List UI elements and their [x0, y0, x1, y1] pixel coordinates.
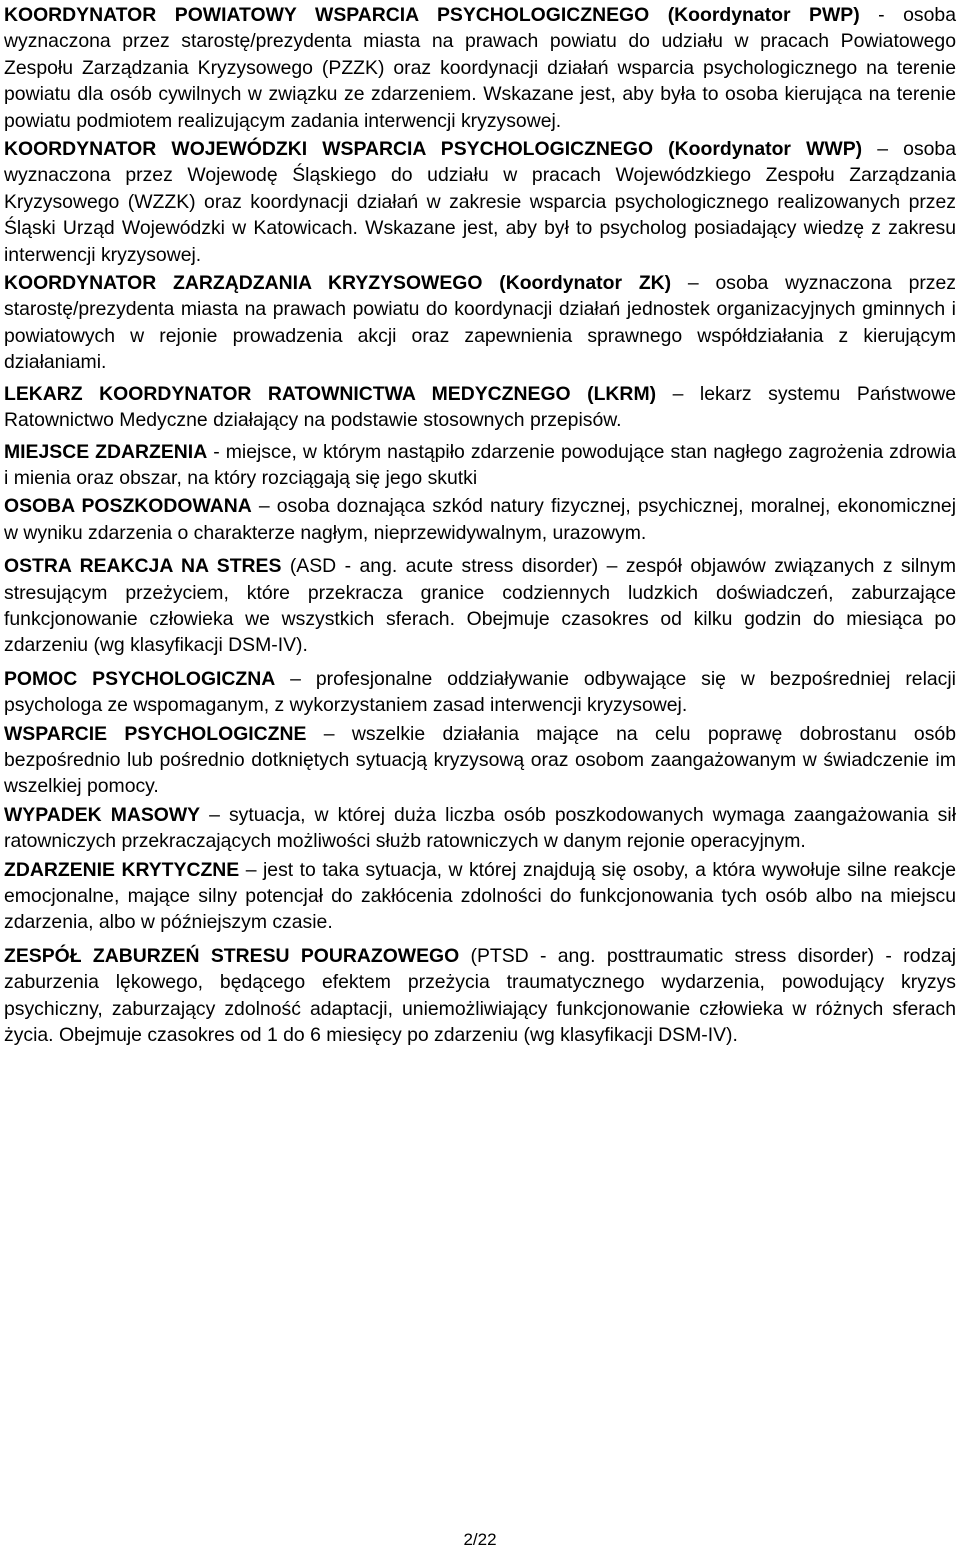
- definition-miejsce-zdarzenia: [4, 439, 956, 492]
- definition-body: (PTSD - ang. posttraumatic stress disorder) - rodzaj zaburzenia lękowego, będącego efektem przeżycia traumatycznego wydarzenia, powodujący kryzys psychiczny, zaburzający zdolność adaptacji, uniemożliwiający funkcjonowanie człowieka w różnych sferach życia. Obejmuje czasokres od 1 do 6 miesięcy po zdarzeniu (wg klasyfikacji DSM-IV).: [4, 944, 956, 1047]
- definition-koordynator-zk: [4, 270, 956, 376]
- definition-body: – osoba wyznaczona przez Wojewodę Śląskiego do udziału w pracach Wojewódzkiego Zespołu Zarządzania Kryzysowego (WZZK) oraz koordynacji działań w zakresie wsparcia psychologicznego realizowanych przez Śląski Urząd Wojewódzki w Katowicach. Wskazane jest, aby był to psycholog posiadający wiedzę z zakresu interwencji kryzysowej.: [4, 138, 956, 266]
- definition-body: – sytuacja, w której duża liczba osób poszkodowanych wymaga zaangażowania sił ratowniczych przekraczających możliwości służb ratowniczych w danym rejonie operacyjnym.: [4, 803, 956, 853]
- definition-term: WYPADEK MASOWY: [4, 803, 201, 826]
- definition-body: – lekarz systemu Państwowe Ratownictwo Medyczne działający na podstawie stosownych przepisów.: [4, 382, 956, 432]
- definition-zdarzenie-krytyczne: [4, 857, 956, 936]
- definition-body: (ASD - ang. acute stress disorder) – zespół objawów związanych z silnym stresującym przeżyciem, które przekracza granice codziennych ludzkich doświadczeń, zaburzające funkcjonowanie człowieka we wszystkich sferach. Obejmuje czasokres od kilku godzin do miesiąca po zdarzeniu (wg klasyfikacji DSM-IV).: [4, 555, 956, 657]
- definition-term: ZESPÓŁ ZABURZEŃ STRESU POURAZOWEGO: [4, 944, 460, 967]
- page-footer: [0, 1530, 960, 1550]
- definition-body: – profesjonalne oddziaływanie odbywające się w bezpośredniej relacji psychologa ze wspomaganym, z wykorzystaniem zasad interwencji kryzysowej.: [4, 667, 956, 717]
- definition-term: KOORDYNATOR POWIATOWY WSPARCIA PSYCHOLOGICZNEGO (Koordynator PWP): [4, 4, 860, 26]
- definition-ptsd: [4, 943, 956, 1049]
- definition-ostra-reakcja: [4, 553, 956, 659]
- definition-body: – osoba wyznaczona przez starostę/prezydenta miasta na prawach powiatu do koordynacji działań jednostek organizacyjnych gminnych i powiatowych w rejonie prowadzenia akcji oraz zapewnienia sprawnego współdziałania z kierującym działaniami.: [4, 272, 956, 374]
- definition-body: - miejsce, w którym nastąpiło zdarzenie powodujące stan nagłego zagrożenia zdrowia i mienia oraz obszar, na który rozciągają się jego skutki: [4, 440, 956, 489]
- definition-term: ZDARZENIE KRYTYCZNE: [4, 858, 240, 881]
- definition-body: - osoba wyznaczona przez starostę/prezydenta miasta na prawach powiatu do udziału w pracach Powiatowego Zespołu Zarządzania Kryzysowego (PZZK) oraz koordynacji działań wsparcia psychologicznego na terenie powiatu dla osób cywilnych w związku ze zdarzeniem. Wskazane jest, aby była to osoba kierująca na terenie powiatu podmiotem realizującym zadania interwencji kryzysowej.: [4, 4, 956, 132]
- definition-body: – jest to taka sytuacja, w której znajdują się osoby, a która wywołuje silne reakcje emocjonalne, mające silny potencjał do zakłócenia zdolności do funkcjonowania tych osób albo na miejscu zdarzenia, albo w późniejszym czasie.: [4, 858, 956, 934]
- definition-term: OSOBA POSZKODOWANA: [4, 495, 252, 518]
- page-number: 2/22: [463, 1530, 497, 1549]
- definition-term: OSTRA REAKCJA NA STRES: [4, 555, 282, 578]
- definition-term: KOORDYNATOR WOJEWÓDZKI WSPARCIA PSYCHOLOGICZNEGO (Koordynator WWP): [4, 138, 863, 161]
- definition-koordynator-wwp: [4, 136, 956, 268]
- definition-wsparcie-psychologiczne: [4, 721, 956, 800]
- definition-body: – wszelkie działania mające na celu poprawę dobrostanu osób bezpośrednio lub pośrednio dotkniętych sytuacją kryzysową oraz osobom zaangażowanym w świadczenie im wszelkiej pomocy.: [4, 722, 956, 798]
- definition-body: – osoba doznająca szkód natury fizycznej, psychicznej, moralnej, ekonomicznej w wyniku zdarzenia o charakterze nagłym, nieprzewidywalnym, urazowym.: [4, 495, 957, 544]
- definition-wypadek-masowy: [4, 802, 956, 855]
- definition-pomoc-psychologiczna: [4, 666, 956, 719]
- definition-term: LEKARZ KOORDYNATOR RATOWNICTWA MEDYCZNEGO (LKRM): [4, 382, 657, 405]
- definition-term: KOORDYNATOR ZARZĄDZANIA KRYZYSOWEGO (Koordynator ZK): [4, 272, 672, 295]
- definition-osoba-poszkodowana: [4, 493, 956, 546]
- definition-koordynator-pwp: [4, 2, 956, 134]
- definition-term: POMOC PSYCHOLOGICZNA: [4, 667, 276, 690]
- document-page: [4, 0, 956, 1048]
- definition-term: MIEJSCE ZDARZENIA: [4, 440, 208, 463]
- definition-lkrm: [4, 381, 956, 434]
- definition-term: WSPARCIE PSYCHOLOGICZNE: [4, 722, 307, 745]
